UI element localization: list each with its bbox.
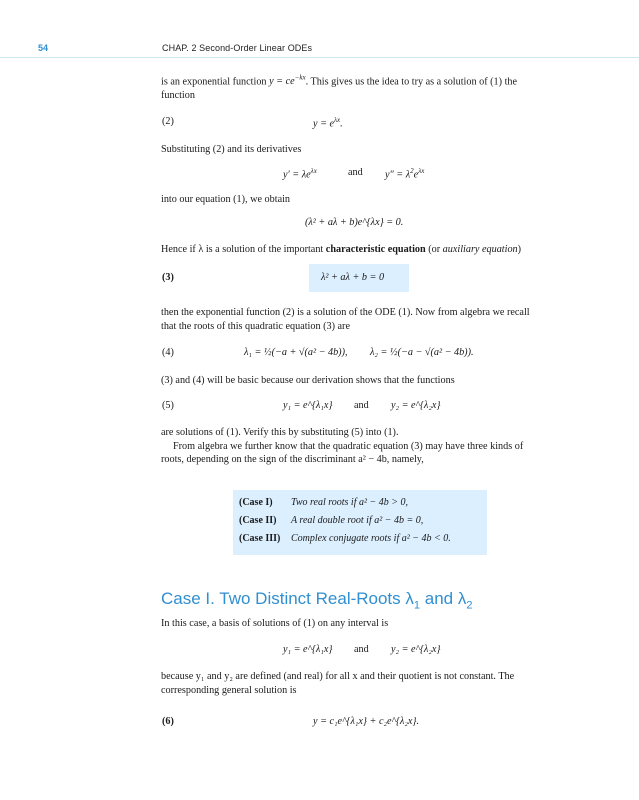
obtained-equation: (λ² + aλ + b)e^{λx} = 0. [305,217,404,228]
equation-5-y2: y₂ = e^{λ₂x} [391,400,441,411]
page-number: 54 [38,43,49,53]
equation-4-number: (4) [162,347,174,358]
auxiliary-equation-term: auxiliary equation [442,244,518,255]
paragraph-5: then the exponential function (2) is a solution of the ODE (1). Now from algebra we recall that the roots of this quadratic equation (3) are [161,307,530,332]
equation-3-number: (3) [162,272,174,283]
paragraph-2: Substituting (2) and its derivatives [161,144,302,155]
paragraph-7: are solutions of (1). Verify this by substituting (5) into (1). From algebra we further know that the quadratic equation (3) may have three kinds of roots, depending on the sign of the discriminant a² − 4b, namely, [161,427,524,465]
equation-5-y1: y₁ = e^{λ₁x} [283,400,333,411]
p1-text-b: . This gives us the idea to try as a solution of (1) the [305,76,518,88]
paragraph-6: (3) and (4) will be basic because our derivation shows that the functions [161,375,455,386]
derivative-2: $y'' = \lambda^2e^{\lambda x}$ [385,167,425,181]
header-rule [0,57,639,58]
characteristic-equation-term: characteristic equation [325,244,426,255]
equation-6: y = c₁e^{λ₁x} + c₂e^{λ₂x}. [313,716,420,727]
paragraph-3: into our equation (1), we obtain [161,194,291,205]
equation-6-number: (6) [162,716,174,727]
equation-3: λ² + aλ + b = 0 [321,272,385,283]
section-heading: Case I. Two Distinct Real-Roots $\lambda_1$ and $\lambda_2$ [161,589,473,612]
running-head: CHAP. 2 Second-Order Linear ODEs [162,43,313,53]
paragraph-4: Hence if λ is a solution of the important characteristic equation (or auxiliary equation) [161,244,522,255]
case-1: (Case I) Two real roots if a² − 4b > 0, [239,497,408,508]
cases-box [233,490,487,555]
equation-5-number: (5) [162,400,174,411]
case-3: (Case III) Complex conjugate roots if a² − 4b < 0. [239,533,451,544]
case-2: (Case II) A real double root if a² − 4b = 0, [239,515,424,526]
p1-inline-equation: $y = ce^{-kx}$ [269,74,306,88]
basis-y2: y₂ = e^{λ₂x} [391,644,441,655]
p1-text-c: function [161,89,195,101]
equation-5-and: and [354,400,369,411]
derivative-and: and [348,167,363,178]
derivative-1: $y' = \lambda e^{\lambda x}$ [283,167,317,181]
equation-4-lambda1: λ₁ = ½(−a + √(a² − 4b)), [244,347,348,358]
paragraph-1 [161,72,571,102]
equation-4-lambda2: λ₂ = ½(−a − √(a² − 4b)). [370,347,474,358]
paragraph-8: In this case, a basis of solutions of (1) on any interval is [161,618,389,629]
basis-and: and [354,644,369,655]
basis-y1: y₁ = e^{λ₁x} [283,644,333,655]
equation-2: $y = e^{\lambda x}$. [313,116,343,130]
equation-2-number: (2) [162,116,174,127]
paragraph-9: because y₁ and y₂ are defined (and real) for all x and their quotient is not constant. The corresponding general solution is [161,671,515,696]
p1-text-a: is an exponential function [161,76,270,88]
